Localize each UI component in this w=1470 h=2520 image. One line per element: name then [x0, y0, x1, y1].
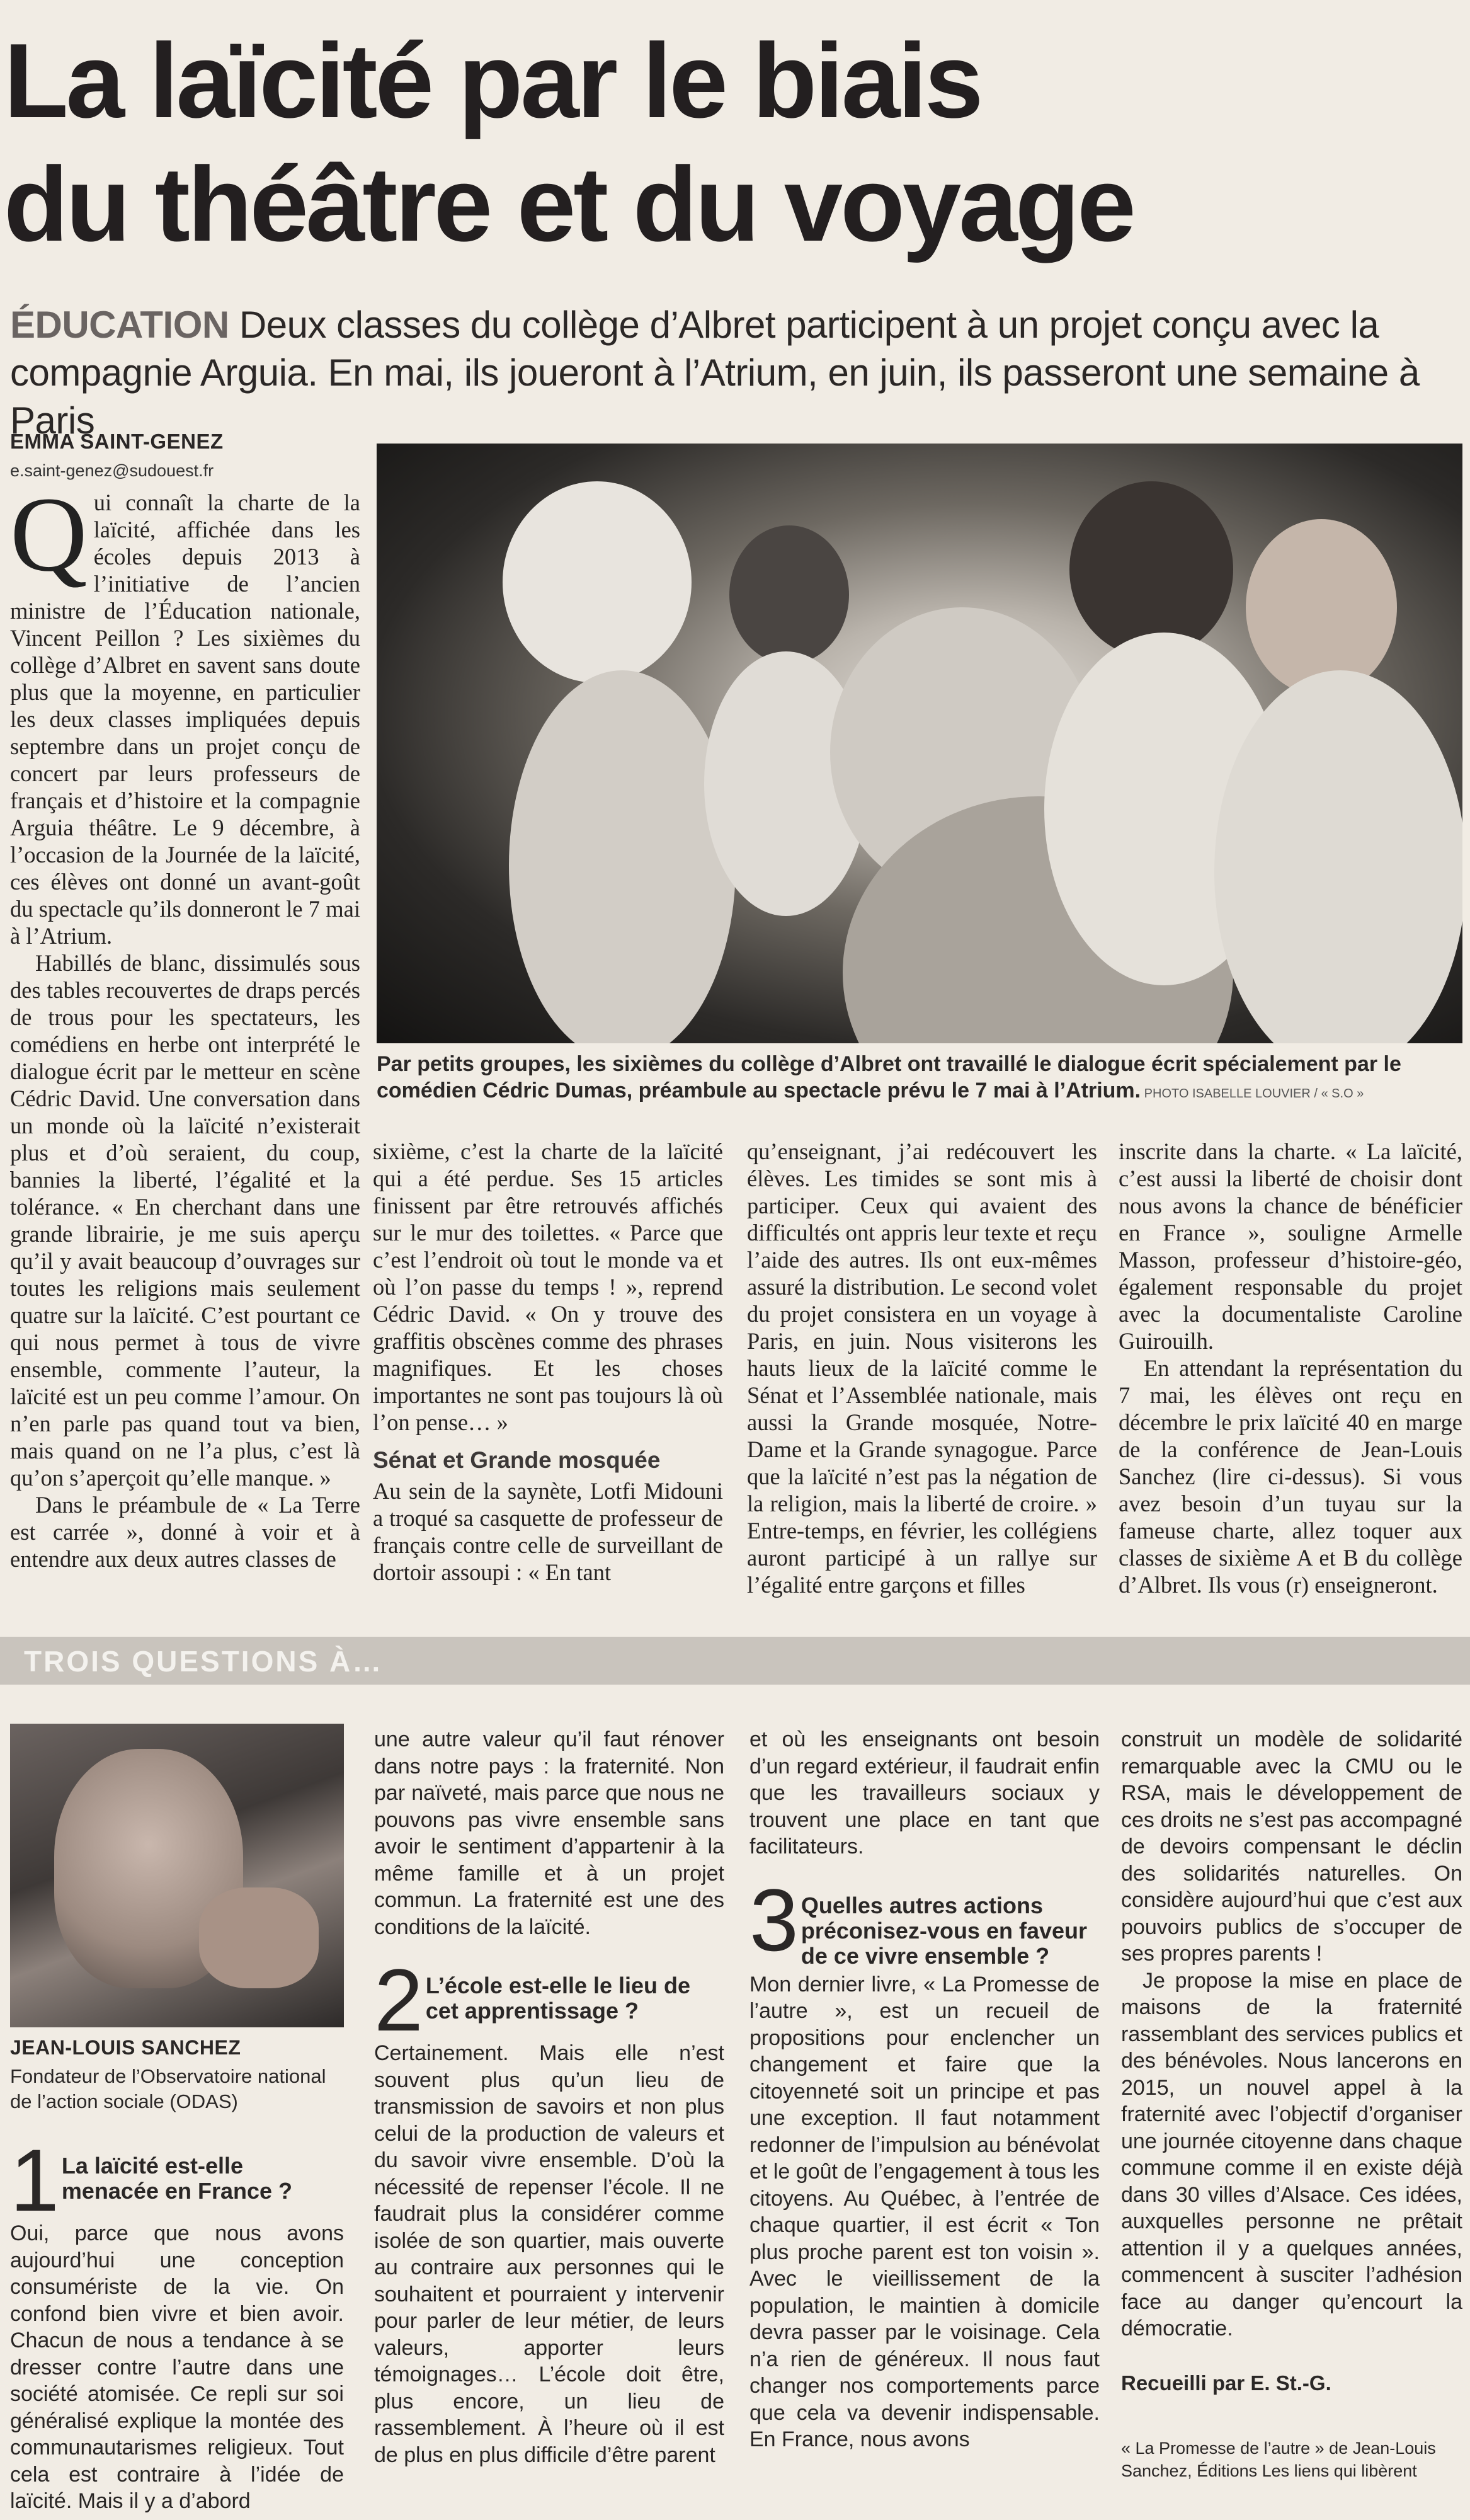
article-paragraph: Qui connaît la charte de la laïcité, affichée dans les écoles depuis 2013 à l’initiative de l’ancien ministre de l’Éducation nationale, Vincent Peillon ? Les sixièmes du collège d’Albret en savent sans doute plus que la moyenne, en particulier les deux classes impliquées depuis septembre dans un projet conçu de concert par leurs professeurs de français et d’histoire et la compagnie Arguia théâtre. Le 9 décembre, à l’occasion de la Journée de la laïcité, ces élèves ont donné un avant-goût du spectacle qu’ils donneront le 7 mai à l’Atrium. — [10, 475, 360, 949]
headline-line-1: La laïcité par le biais — [4, 21, 981, 140]
interview-credit: Recueilli par E. St.-G. — [1121, 2371, 1331, 2395]
author-name: EMMA SAINT-GENEZ — [10, 430, 224, 453]
section-band-title: TROIS QUESTIONS À… — [24, 1645, 384, 1678]
interviewee-name: JEAN-LOUIS SANCHEZ — [10, 2036, 241, 2059]
article-column-2 — [373, 1138, 723, 1586]
article-paragraph: qu’enseignant, j’ai redécouvert les élèves. Les timides se sont mis à participer. Ceux qui avaient des difficultés ont appris leur texte et reçu l’aide des autres. Ils ont eux-mêmes assuré la distribution. Le second volet du projet consistera en un voyage à Paris, en juin. Nous visiterons les hauts lieux de la laïcité comme le Sénat et l’Assemblée nationale, mais aussi la Grande mosquée, Notre-Dame et la Grande synagogue. Parce que la laïcité n’est pas la négation de la religion, mais la liberté de croire. » Entre-temps, en février, les collégiens auront participé à un rallye sur l’égalité entre garçons et filles — [747, 1138, 1097, 1598]
answer-paragraph: Mon dernier livre, « La Promesse de l’autre », est un recueil de propositions pour enclencher un changement et faire que la citoyenneté soit un principe et pas une exception. Il faut notamment redonner de l’impulsion au bénévolat et le goût de l’engagement à tous les citoyens. Au Québec, à l’entrée de chaque quartier, il est écrit « Ton plus proche parent est ton voisin ». Avec le vieillissement de la population, le maintien à domicile devra passer par le voisinage. Cela n’a rien de généreux. Il nous faut changer nos comportements parce que cela va devenir indispensable. En France, nous avons — [749, 1972, 1100, 2451]
question-text: L’école est-elle le lieu de cet apprentissage ? — [425, 1973, 691, 2024]
author-email[interactable]: e.saint-genez@sudouest.fr — [10, 461, 214, 480]
article-column-3 — [747, 1138, 1097, 1598]
rubric-label: ÉDUCATION — [10, 304, 229, 346]
question-2 — [374, 1950, 724, 2049]
question-number: 3 — [749, 1870, 796, 1969]
question-number: 2 — [374, 1950, 421, 2049]
question-3 — [749, 1870, 1100, 1969]
section-band — [0, 1637, 1470, 1685]
answer-paragraph: Certainement. Mais elle n’est souvent plus qu’un lieu de transmission de savoirs et non plus celui de la production de valeurs et du savoir vivre ensemble. D’où la nécessité de repenser l’école. Il ne faudrait plus la considérer comme isolée de son quartier, mais ouverte au contraire aux personnes qui le souhaitent et pourraient y intervenir pour parler de leur métier, de leurs valeurs, apporter leurs témoignages… L’école doit être, plus encore, un lieu de rassemblement. À l’heure où il est de plus en plus difficile d’être parent — [374, 2041, 724, 2467]
drop-cap: Q — [10, 475, 88, 593]
book-reference: « La Promesse de l’autre » de Jean-Louis Sanchez, Éditions Les liens qui libèrent — [1121, 2438, 1436, 2480]
caption-text: Par petits groupes, les sixièmes du collège d’Albret ont travaillé le dialogue écrit spécialement par le comédien Cédric Dumas, préambule au spectacle prévu le 7 mai à l’Atrium. — [377, 1052, 1401, 1102]
answer-paragraph: Oui, parce que nous avons aujourd’hui une conception consumériste de la vie. On confond bien vivre et bien avoir. Chacun de nous a tendance à se dresser contre l’autre dans une société atomisée. Ce repli sur soi généralisé explique la montée des communautarismes religieux. Tout cela est contraire à l’idée de laïcité. Mais il y a d’abord — [10, 2221, 344, 2513]
headline — [4, 19, 1465, 266]
interviewee-portrait — [10, 1724, 344, 2027]
article-paragraph: Dans le préambule de « La Terre est carrée », donné à voir et à entendre aux deux autres classes de — [10, 1492, 360, 1572]
answer-paragraph: Je propose la mise en place de maisons de la fraternité rassemblant des services publics et des bénévoles. Nous lancerons en 2015, un nouvel appel à la fraternité avec l’objectif d’organiser une journée citoyenne dans chaque commune comme il en existe déjà dans 30 villes d’Alsace. Ces idées, auxquelles personne ne prêtait attention il y a quelques années, commencent à susciter l’adhésion face au danger qu’encourt la démocratie. — [1121, 1968, 1462, 2340]
standfirst — [10, 301, 1465, 445]
standfirst-text: Deux classes du collège d’Albret participent à un projet conçu avec la compagnie Arguia. En mai, ils joueront à l’Atrium, en juin, ils passeront une semaine à Paris — [10, 304, 1420, 442]
answer-paragraph: et où les enseignants ont besoin d’un regard extérieur, il faudrait enfin que les travailleurs sociaux y trouvent une place en tant que facilitateurs. — [749, 1727, 1100, 1858]
article-paragraph: sixième, c’est la charte de la laïcité qui a été perdue. Ses 15 articles finissent par être retrouvés affichés sur le mur des toilettes. « Parce que c’est l’endroit où tout le monde va et où l’on passe du temps ! », reprend Cédric David. « On y trouve des graffitis obscènes comme des phrases magnifiques. Et les choses importantes ne sont pas toujours là où l’on pense… » — [373, 1138, 723, 1435]
article-column-4 — [1119, 1138, 1462, 1598]
question-text: Quelles autres actions préconisez-vous en faveur de ce vivre ensemble ? — [801, 1892, 1088, 1969]
interviewee-role: Fondateur de l’Observatoire national de l’action sociale (ODAS) — [10, 2065, 326, 2112]
article-paragraph: inscrite dans la charte. « La laïcité, c’est aussi la liberté de choisir dont nous avons la chance de bénéficier en France », souligne Armelle Masson, professeur d’histoire-géo, également responsable du projet avec la documentaliste Caroline Guirouilh. — [1119, 1138, 1462, 1354]
article-paragraph: Habillés de blanc, dissimulés sous des tables recouvertes de draps percés de trous pour les spectateurs, les comédiens en herbe ont interprété le dialogue écrit par le metteur en scène Cédric David. Une conversation dans un monde où la laïcité n’existerait plus et d’où seraient, du coup, bannies la liberté, l’égalité et la tolérance. « En cherchant dans une grande librairie, je me suis aperçu qu’il y avait beaucoup d’ouvrages sur toutes les religions mais seulement quatre sur la laïcité. C’est pourtant ce qui nous permet à tous de vivre ensemble, commente l’auteur, la laïcité est un peu comme l’amour. On n’en parle pas quand tout va bien, mais quand on ne l’a plus, c’est là qu’on s’aperçoit qu’elle manque. » — [10, 950, 360, 1491]
headline-line-2: du théâtre et du voyage — [4, 145, 1134, 263]
interview-column-1 — [10, 2131, 344, 2515]
interview-column-4 — [1121, 1726, 1462, 2482]
interview-column-3 — [749, 1726, 1100, 2453]
photo-credit: PHOTO ISABELLE LOUVIER / « S.O » — [1141, 1087, 1364, 1101]
question-text: La laïcité est-elle menacée en France ? — [61, 2153, 293, 2204]
article-paragraph: En attendant la représentation du 7 mai, les élèves ont reçu en décembre le prix laïcité 40 en marge de la conférence de Jean-Louis Sanchez (lire ci-dessus). Si vous avez besoin d’un tuyau sur la fameuse charte, allez toquer aux classes de sixième A et B du collège d’Albret. Ils vous (r) enseigneront. — [1119, 1355, 1462, 1598]
article-photo — [377, 444, 1462, 1043]
question-1 — [10, 2131, 344, 2230]
answer-paragraph: construit un modèle de solidarité remarquable avec la CMU ou le RSA, mais le développement de ces droits ne s’est pas accompagné de devoirs compensant le déclin des solidarités naturelles. On considère aujourd’hui que c’est aux pouvoirs publics de s’occuper de ses propres parents ! — [1121, 1727, 1462, 1966]
article-column-1 — [10, 475, 360, 1572]
answer-paragraph: une autre valeur qu’il faut rénover dans notre pays : la fraternité. Non par naïveté, mais parce que nous ne pouvons pas vivre ensemble sans avoir le sentiment d’appartenir à la même famille et à un projet commun. La fraternité est une des conditions de la laïcité. — [374, 1727, 724, 1939]
interview-column-2 — [374, 1726, 724, 2468]
question-number: 1 — [10, 2131, 57, 2230]
article-subhead: Sénat et Grande mosquée — [373, 1447, 661, 1473]
photo-caption — [377, 1051, 1462, 1107]
article-paragraph: Au sein de la saynète, Lotfi Midouni a troqué sa casquette de professeur de français contre celle de surveillant de dortoir assoupi : « En tant — [373, 1478, 723, 1585]
